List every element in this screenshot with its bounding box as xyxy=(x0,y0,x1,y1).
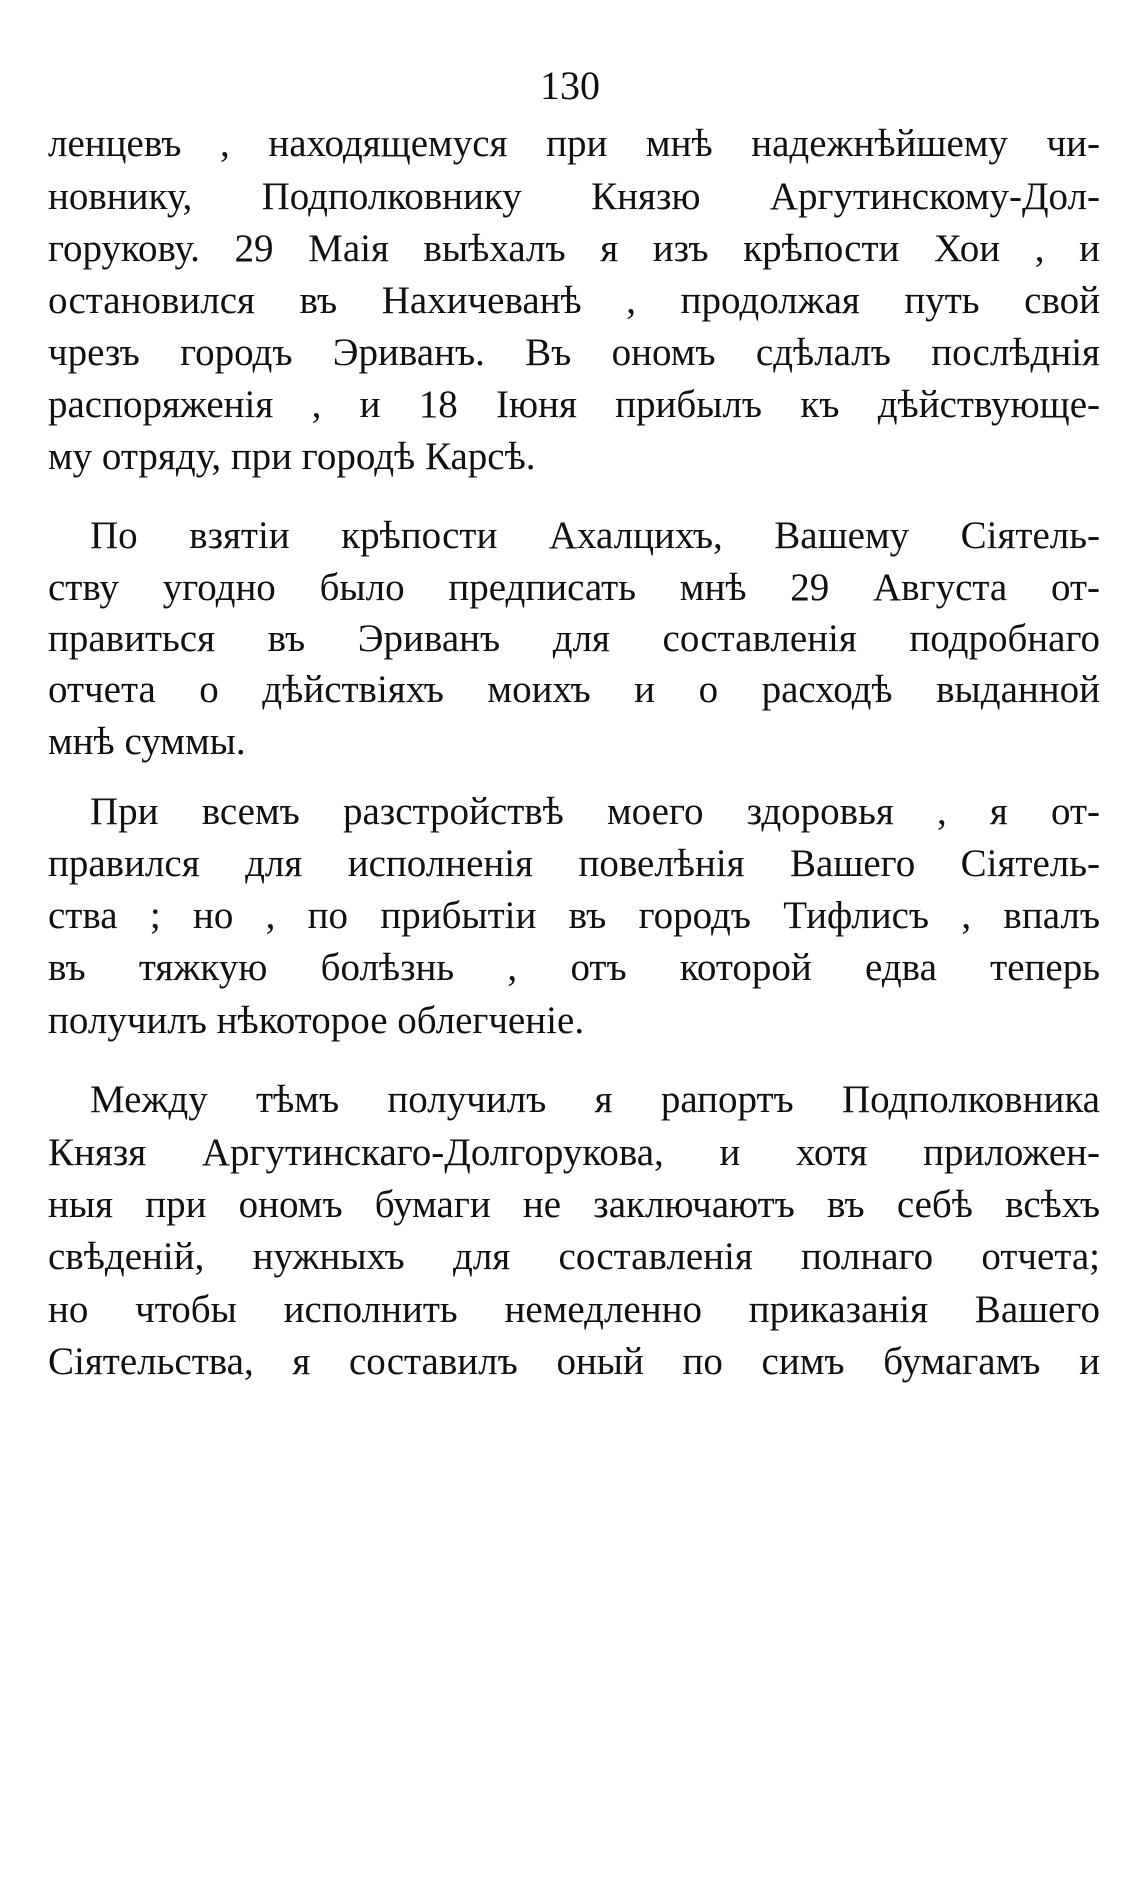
text-line: ству угодно было предписать мнѣ 29 Августа от- xyxy=(48,566,1100,609)
text-line: ныя при ономъ бумаги не заключаютъ въ себѣ всѣхъ xyxy=(48,1183,1100,1226)
text-line: свѣденій, нужныхъ для составленія полнаго отчета; xyxy=(48,1235,1100,1278)
text-line: чрезъ городъ Эриванъ. Въ ономъ сдѣлалъ послѣднія xyxy=(48,331,1100,374)
text-line: новнику, Подполковнику Князю Аргутинскому-Дол- xyxy=(48,175,1100,218)
text-line: въ тяжкую болѣзнь , отъ которой едва теперь xyxy=(48,946,1100,989)
page-number: 130 xyxy=(540,63,600,108)
text-line: Между тѣмъ получилъ я рапортъ Подполковника xyxy=(90,1078,1100,1121)
text-line: остановился въ Нахичеванѣ , продолжая путь свой xyxy=(48,279,1100,322)
text-line: правиться въ Эриванъ для составленія подробнаго xyxy=(48,617,1100,660)
text-line: По взятіи крѣпости Ахалцихъ, Вашему Сіятель- xyxy=(90,514,1100,557)
text-line: правился для исполненія повелѣнія Вашего Сіятель- xyxy=(48,842,1100,885)
text-line: горукову. 29 Маія выѣхалъ я изъ крѣпости Хои , и xyxy=(48,227,1100,270)
text-line: му отряду, при городѣ Карсѣ. xyxy=(48,435,536,478)
text-line: При всемъ разстройствѣ моего здоровья , я от- xyxy=(90,790,1100,833)
text-line: Сіятельства, я составилъ оный по симъ бумагамъ и xyxy=(48,1340,1100,1383)
text-line: ленцевъ , находящемуся при мнѣ надежнѣйшему чи- xyxy=(48,122,1100,165)
text-line: мнѣ суммы. xyxy=(48,720,246,763)
text-line: Князя Аргутинскаго-Долгорукова, и хотя приложен- xyxy=(48,1131,1100,1174)
text-line: отчета о дѣйствіяхъ моихъ и о расходѣ выданной xyxy=(48,668,1100,711)
text-line: получилъ нѣкоторое облегченіе. xyxy=(48,999,585,1042)
text-line: распоряженія , и 18 Іюня прибылъ къ дѣйствующе- xyxy=(48,383,1100,426)
text-line: но чтобы исполнить немедленно приказанія Вашего xyxy=(48,1288,1100,1331)
text-line: ства ; но , по прибытіи въ городъ Тифлисъ , впалъ xyxy=(48,894,1100,937)
